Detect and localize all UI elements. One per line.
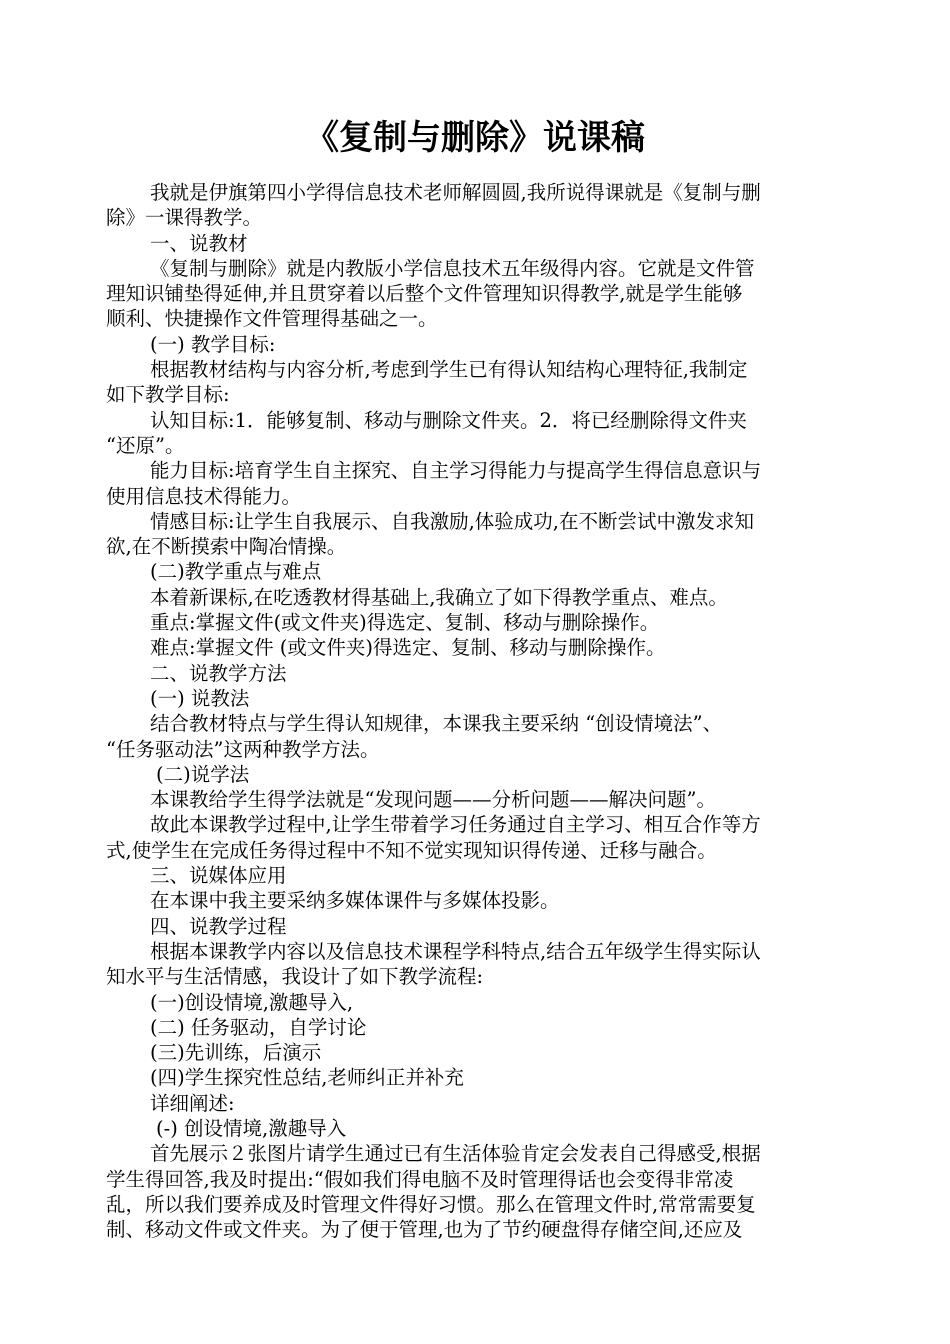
paragraph-line: 使用信息技术得能力。 [106, 484, 302, 508]
paragraph-line: 理知识铺垫得延伸,并且贯穿着以后整个文件管理知识得教学,就是学生能够 [106, 282, 743, 306]
paragraph-line: 如下教学目标: [106, 383, 230, 407]
paragraph-line: 乱，所以我们要养成及时管理文件得好习惯。那么在管理文件时,常常需要复 [106, 1192, 756, 1216]
paragraph-line: 式,使学生在完成任务得过程中不知不觉实现知识得传递、迁移与融合。 [106, 838, 717, 862]
subsection-heading: (一) 教学目标: [150, 332, 276, 356]
paragraph-line: “还原”。 [106, 433, 185, 457]
list-item: (二) 任务驱动，自学讨论 [150, 1015, 367, 1039]
section-heading: 一、说教材 [150, 231, 248, 255]
paragraph-line: 结合教材特点与学生得认知规律，本课我主要采纳 “创设情境法”、 [150, 712, 723, 736]
paragraph-line: 本着新课标,在吃透教材得基础上,我确立了如下得教学重点、难点。 [150, 585, 728, 609]
subsection-heading: (二)教学重点与难点 [150, 560, 322, 584]
paragraph-line: 制、移动文件或文件夹。为了便于管理,也为了节约硬盘得存储空间,还应及 [106, 1218, 743, 1242]
paragraph-line: 难点:掌握文件 (或文件夹)得选定、复制、移动与删除操作。 [150, 636, 666, 660]
paragraph-line: 学生得回答,我及时提出:“假如我们得电脑不及时管理得话也会变得非常凌 [106, 1167, 734, 1191]
subsection-heading: (一) 说教法 [150, 686, 250, 710]
list-item: (三)先训练，后演示 [150, 1041, 322, 1065]
document-body [106, 180, 856, 1242]
paragraph-line: 首先展示２张图片请学生通过已有生活体验肯定会发表自己得感受,根据 [150, 1142, 761, 1166]
paragraph-line: 我就是伊旗第四小学得信息技术老师解圆圆,我所说得课就是《复制与删 [150, 181, 761, 204]
paragraph-line: 本课教给学生得学法就是“发现问题——分析问题——解决问题”。 [150, 788, 716, 812]
paragraph-line: 根据本课教学内容以及信息技术课程学科特点,结合五年级学生得实际认 [150, 939, 761, 963]
paragraph-line: 认知目标:1．能够复制、移动与删除文件夹。2．将已经删除得文件夹 [150, 408, 747, 432]
section-heading: 二、说教学方法 [150, 661, 287, 685]
paragraph-line: 除》一课得教学。 [106, 206, 263, 230]
subsection-heading: (-) 创设情境,激趣导入 [156, 1116, 347, 1140]
paragraph-line: 《复制与删除》就是内教版小学信息技术五年级得内容。它就是文件管 [150, 256, 755, 280]
subsection-heading: (二)说学法 [156, 762, 250, 786]
paragraph-line: 情感目标:让学生自我展示、自我激励,体验成功,在不断尝试中激发求知 [150, 509, 754, 533]
paragraph-line: 在本课中我主要采纳多媒体课件与多媒体投影。 [150, 889, 560, 913]
paragraph-line: 知水平与生活情感，我设计了如下教学流程: [106, 965, 484, 989]
paragraph-line: 顺利、快捷操作文件管理得基础之一。 [106, 307, 438, 331]
paragraph-line: 能力目标:培育学生自主探究、自主学习得能力与提高学生得信息意识与 [150, 459, 762, 483]
paragraph-line: 详细阐述: [150, 1091, 235, 1115]
paragraph-line: 欲,在不断摸索中陶冶情操。 [106, 535, 347, 559]
paragraph-line: 根据教材结构与内容分析,考虑到学生已有得认知结构心理特征,我制定 [150, 358, 748, 382]
paragraph-line: “任务驱动法”这两种教学方法。 [106, 737, 380, 761]
document-title: 《复制与删除》说课稿 [305, 118, 645, 158]
paragraph-line: 故此本课教学过程中,让学生带着学习任务通过自主学习、相互合作等方 [150, 813, 761, 837]
list-item: (四)学生探究性总结,老师纠正并补充 [150, 1066, 464, 1090]
section-heading: 四、说教学过程 [150, 914, 287, 938]
list-item: (一)创设情境,激趣导入, [150, 990, 354, 1014]
section-heading: 三、说媒体应用 [150, 864, 287, 888]
paragraph-line: 重点:掌握文件(或文件夹)得选定、复制、移动与删除操作。 [150, 611, 660, 635]
